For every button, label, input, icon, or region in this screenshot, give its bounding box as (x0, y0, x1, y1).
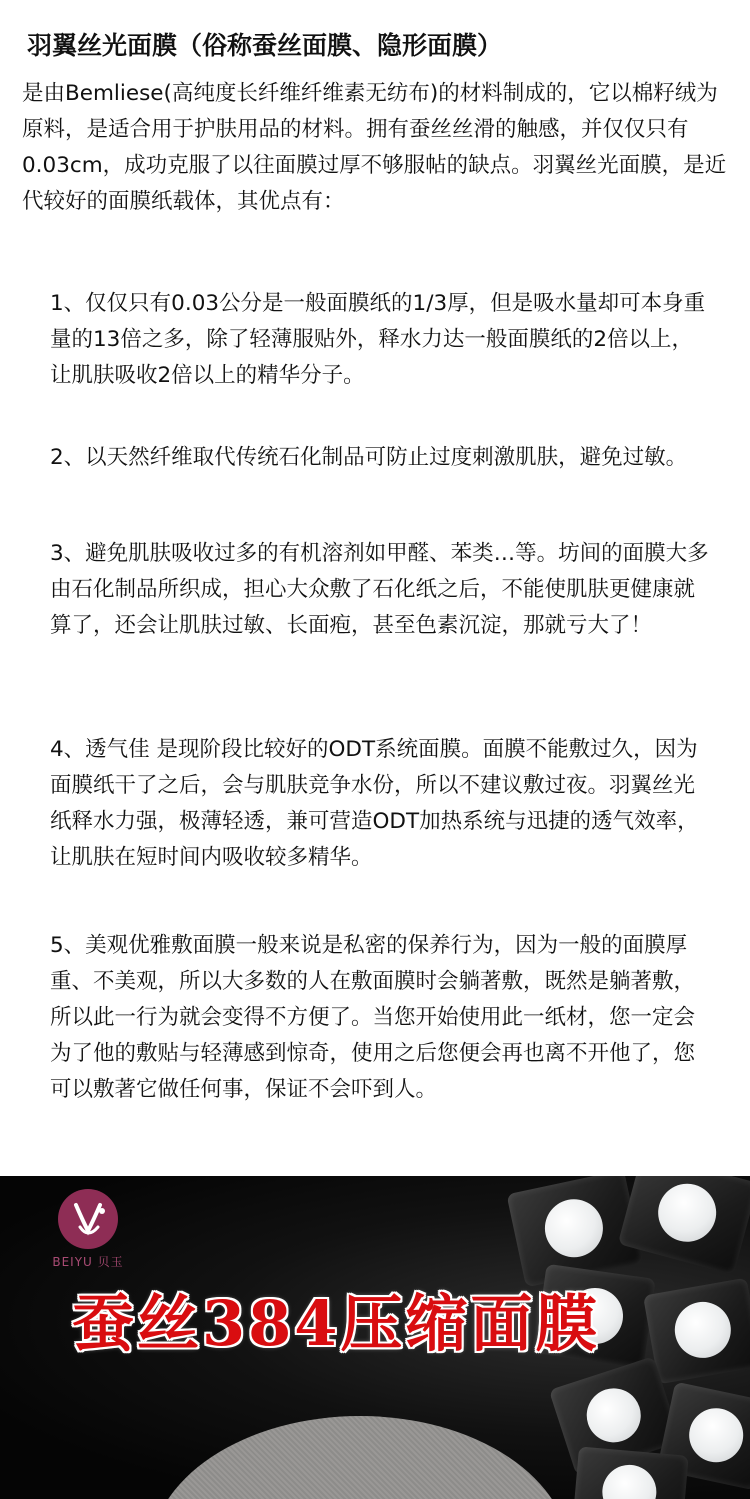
mask-sheet-image (150, 1416, 570, 1499)
advantage-point-5: 5、美观优雅敷面膜一般来说是私密的保养行为，因为一般的面膜厚重、不美观，所以大多数的人在敷面膜时会躺著敷，既然是躺著敷，所以此一行为就会变得不方便了。当您开始使用此一纸材，您一定会为了他的敷贴与轻薄感到惊奇，使用之后您便会再也离不开他了，您可以敷著它做任何事，保证不会吓到人。 (50, 933, 696, 1102)
advantage-point-3: 3、避免肌肤吸收过多的有机溶剂如甲醛、苯类…等。坊间的面膜大多由石化制品所织成，担心大众敷了石化纸之后，不能使肌肤更健康就算了，还会让肌肤过敏、长面疱，甚至色素沉淀，那就亏大了！ (50, 541, 709, 638)
product-banner (0, 1176, 750, 1499)
brand-logo-mark (58, 1189, 118, 1249)
brand-name: BEIYU 贝玉 (52, 1255, 124, 1269)
product-title: 蚕丝384压缩面膜 (72, 1287, 601, 1360)
tablet-package (571, 1446, 688, 1499)
article-title: 羽翼丝光面膜（俗称蚕丝面膜、隐形面膜） (27, 31, 503, 60)
advantage-point-2: 2、以天然纤维取代传统石化制品可防止过度刺激肌肤，避免过敏。 (50, 445, 688, 470)
article-intro: 是由Bemliese(高纯度长纤维纤维素无纺布)的材料制成的，它以棉籽绒为原料，是适合用于护肤用品的材料。拥有蚕丝丝滑的触感，并仅仅只有0.03cm，成功克服了以往面膜过厚不够服帖的缺点。羽翼丝光面膜，是近代较好的面膜纸载体，其优点有： (22, 81, 727, 214)
advantage-point-4: 4、透气佳 是现阶段比较好的ODT系统面膜。面膜不能敷过久，因为面膜纸干了之后，会与肌肤竞争水份，所以不建议敷过夜。羽翼丝光纸释水力强，极薄轻透，兼可营造ODT加热系统与迅捷的透气效率，让肌肤在短时间内吸收较多精华。 (50, 737, 699, 870)
advantage-point-1: 1、仅仅只有0.03公分是一般面膜纸的1/3厚，但是吸水量却可本身重量的13倍之多，除了轻薄服贴外，释水力达一般面膜纸的2倍以上，让肌肤吸收2倍以上的精华分子。 (50, 291, 706, 388)
brand-logo (50, 1189, 126, 1270)
